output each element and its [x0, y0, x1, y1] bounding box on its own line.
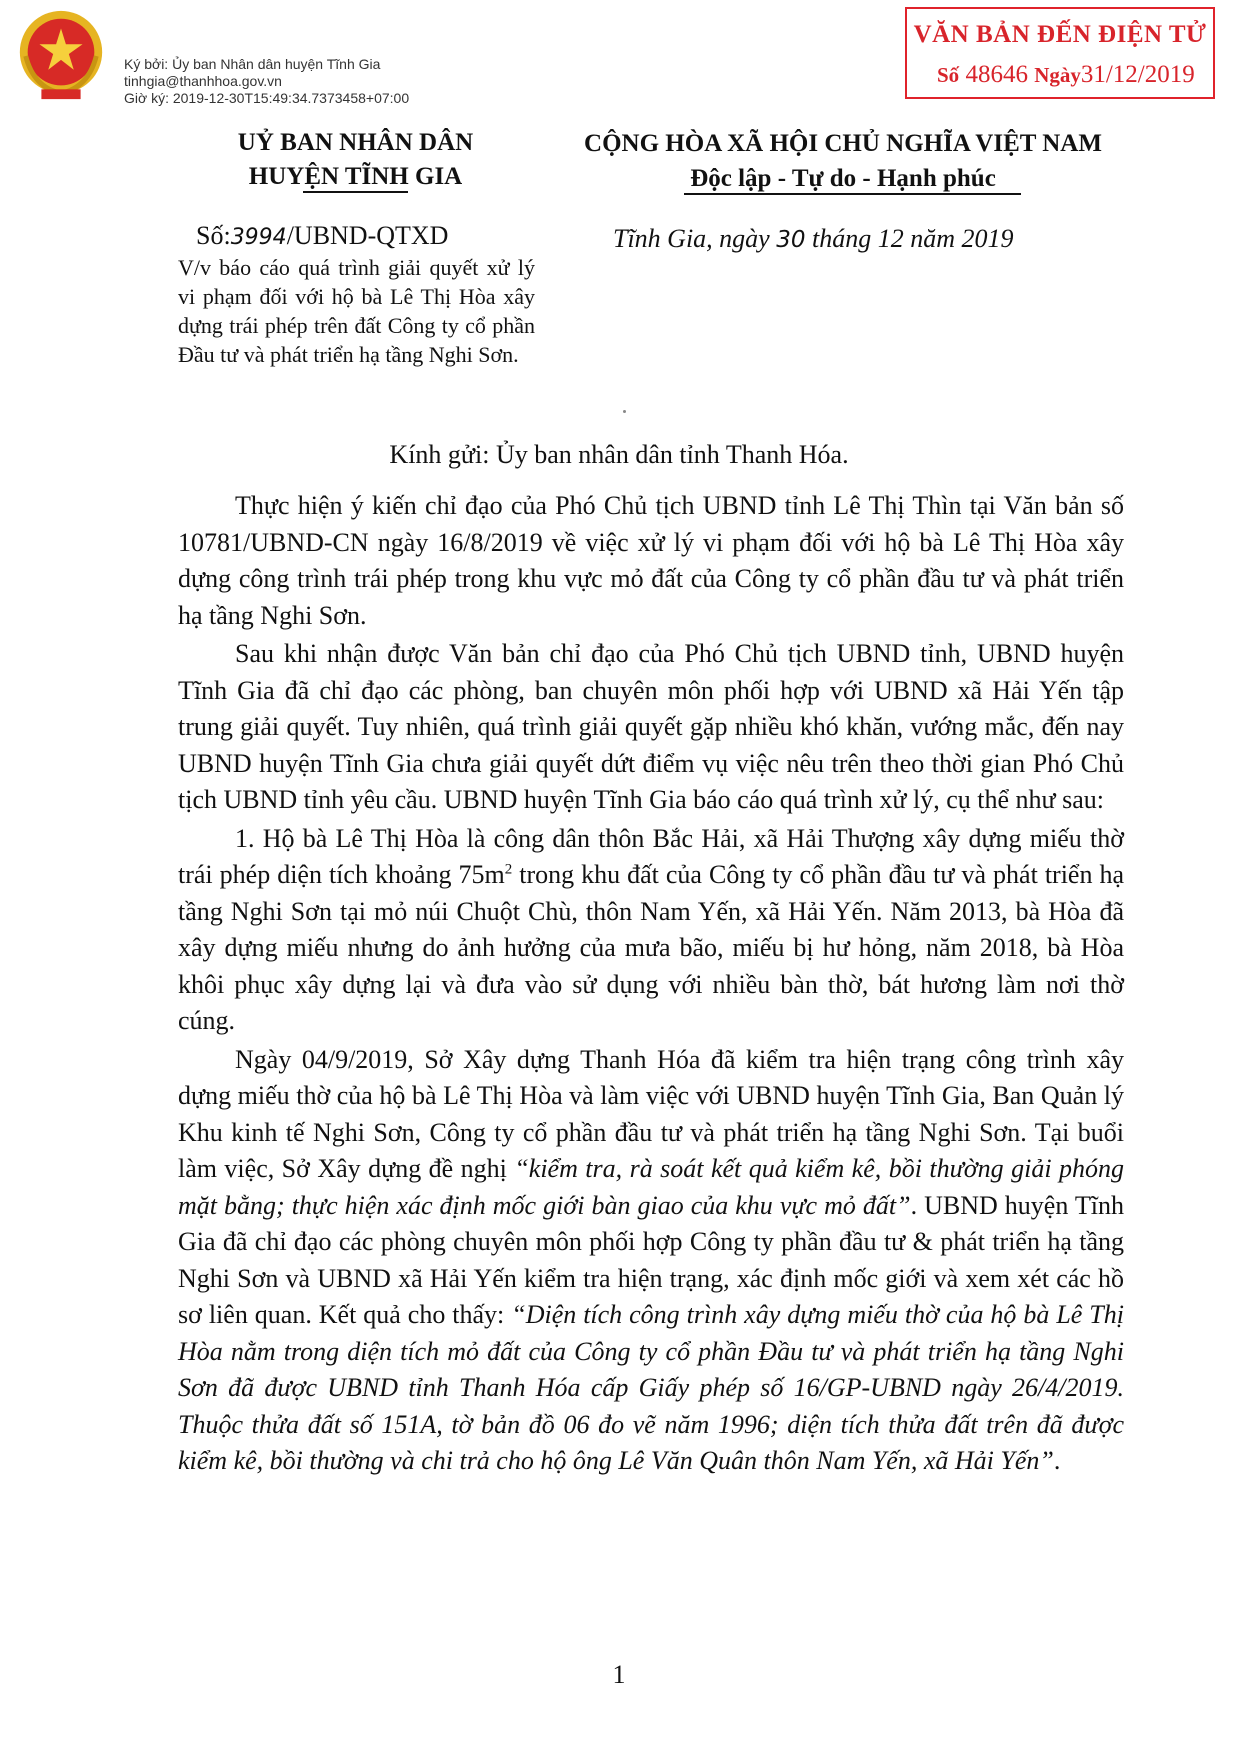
body-paragraph-1: Thực hiện ý kiến chỉ đạo của Phó Chủ tịch UBND tỉnh Lê Thị Thìn tại Văn bản số 10781/UBND-CN ngày 16/8/2019 về việc xử lý vi phạm đối với hộ bà Lê Thị Hòa xây dựng công trình trái phép trong khu vực mỏ đất của Công ty cổ phần đầu tư và phát triển hạ tầng Nghi Sơn.: [178, 491, 1124, 630]
date-prefix: Tĩnh Gia, ngày: [613, 224, 777, 253]
page-number: 1: [612, 1660, 626, 1689]
p4-quote-1: “kiểm tra, rà soát kết quả kiểm kê, bồi thường giải phóng mặt bằng; thực hiện xác định mốc giới bàn giao của khu vực mỏ đất”: [178, 1154, 1124, 1220]
p3-superscript: 2: [504, 861, 513, 878]
signer-line: Ký bởi: Ủy ban Nhân dân huyện Tĩnh Gia: [124, 56, 381, 72]
body-paragraph-3: [178, 821, 1124, 1040]
document-subject: V/v báo cáo quá trình giải quyết xử lý vi phạm đối với hộ bà Lê Thị Hòa xây dựng trái phép trên đất Công ty cổ phần Đầu tư và phát triển hạ tầng Nghi Sơn.: [178, 255, 535, 367]
body-paragraph-2: Sau khi nhận được Văn bản chỉ đạo của Phó Chủ tịch UBND tỉnh, UBND huyện Tĩnh Gia đã chỉ đạo các phòng, ban chuyên môn phối hợp với UBND xã Hải Yến tập trung giải quyết. Tuy nhiên, quá trình giải quyết gặp nhiều khó khăn, vướng mắc, đến nay UBND huyện Tĩnh Gia chưa giải quyết dứt điểm vụ việc nêu trên theo thời gian Phó Chủ tịch UBND tỉnh yêu cầu. UBND huyện Tĩnh Gia báo cáo quá trình xử lý, cụ thể như sau:: [178, 639, 1124, 814]
date-day-handwritten: 30: [776, 227, 806, 253]
doc-number-handwritten: 3994: [230, 225, 287, 250]
agency-underline: [303, 191, 408, 193]
stamp-title: VĂN BẢN ĐẾN ĐIỆN TỬ: [913, 21, 1207, 48]
nation-line-1: CỘNG HÒA XÃ HỘI CHỦ NGHĨA VIỆT NAM: [584, 130, 1102, 157]
signer-email: tinhgia@thanhhoa.gov.vn: [124, 73, 282, 89]
document-number: [196, 221, 448, 251]
recipient-greeting: Kính gửi: Ủy ban nhân dân tỉnh Thanh Hóa.: [389, 440, 849, 469]
place-date: [613, 224, 1014, 254]
nation-motto: Độc lập - Tự do - Hạnh phúc: [690, 165, 996, 192]
scan-speck: [623, 410, 626, 413]
agency-line-2: HUYỆN TĨNH GIA: [248, 163, 463, 190]
issuing-agency: [178, 126, 533, 194]
p3-text-b: trong khu đất của Công ty cổ phần đầu tư và phát triển hạ tầng Nghi Sơn tại mỏ núi Chuột Chù, thôn Nam Yến, xã Hải Yến. Năm 2013, bà Hòa đã xây dựng miếu nhưng do ảnh hưởng của mưa bão, miếu bị hư hỏng, năm 2018, bà Hòa khôi phục xây dựng lại và đưa vào sử dụng với nhiều bàn thờ, bát hương làm nơi thờ cúng.: [178, 860, 1125, 1035]
agency-line-1: UỶ BAN NHÂN DÂN: [237, 129, 474, 156]
p4-text-c: .: [1053, 1446, 1061, 1475]
incoming-document-stamp: [905, 7, 1215, 99]
date-suffix: tháng 12 năm 2019: [805, 224, 1014, 253]
p3-text-a: 1. Hộ bà Lê Thị Hòa là công dân thôn Bắc Hải, xã Hải Thượng xây dựng miếu thờ trái phép diện tích khoảng 75m: [178, 823, 1124, 889]
digital-signature-info: [124, 56, 409, 107]
p4-quote-2: “Diện tích công trình xây dựng miếu thờ của hộ bà Lê Thị Hòa nằm trong diện tích mỏ đất của Công ty cổ phần Đầu tư và phát triển hạ tầng Nghi Sơn đã được UBND tỉnh Thanh Hóa cấp Giấy phép số 16/GP-UBND ngày 26/4/2019. Thuộc thửa đất số 151A, tờ bản đồ 06 đo vẽ năm 1996; diện tích thửa đất trên đã được kiểm kê, bồi thường và chi trả cho hộ ông Lê Văn Quân thôn Nam Yến, xã Hải Yến”: [178, 1300, 1124, 1475]
p4-text-a: Ngày 04/9/2019, Sở Xây dựng Thanh Hóa đã kiểm tra hiện trạng công trình xây dựng miếu thờ của hộ bà Lê Thị Hòa và làm việc với UBND huyện Tĩnh Gia, Ban Quản lý Khu kinh tế Nghi Sơn, Công ty cổ phần đầu tư và phát triển hạ tầng Nghi Sơn. Tại buổi làm việc, Sở Xây dựng đề nghị: [178, 1044, 1124, 1183]
national-title: [545, 126, 1141, 196]
signer-time: Giờ ký: 2019-12-30T15:49:34.7373458+07:00: [124, 90, 410, 106]
p4-text-b: . UBND huyện Tĩnh Gia đã chỉ đạo các phòng chuyên môn phối hợp Công ty phần đầu tư & phát triển hạ tầng Nghi Sơn và UBND xã Hải Yến kiểm tra hiện trạng, xác định mốc giới và xem xét các hồ sơ liên quan. Kết quả cho thấy:: [178, 1190, 1124, 1329]
stamp-date: 31/12/2019: [1080, 61, 1195, 88]
document-body: [178, 488, 1124, 1482]
stamp-number: 48646: [965, 61, 1028, 88]
doc-number-suffix: /UBND-QTXD: [286, 221, 449, 250]
stamp-number-label: Số: [937, 63, 960, 87]
national-emblem-icon: [12, 6, 110, 106]
motto-underline: [684, 193, 1021, 195]
stamp-date-label: Ngày: [1034, 63, 1081, 87]
stamp-number-date: [937, 61, 1195, 89]
body-paragraph-4: [178, 1042, 1124, 1480]
doc-number-prefix: Số:: [196, 221, 231, 250]
